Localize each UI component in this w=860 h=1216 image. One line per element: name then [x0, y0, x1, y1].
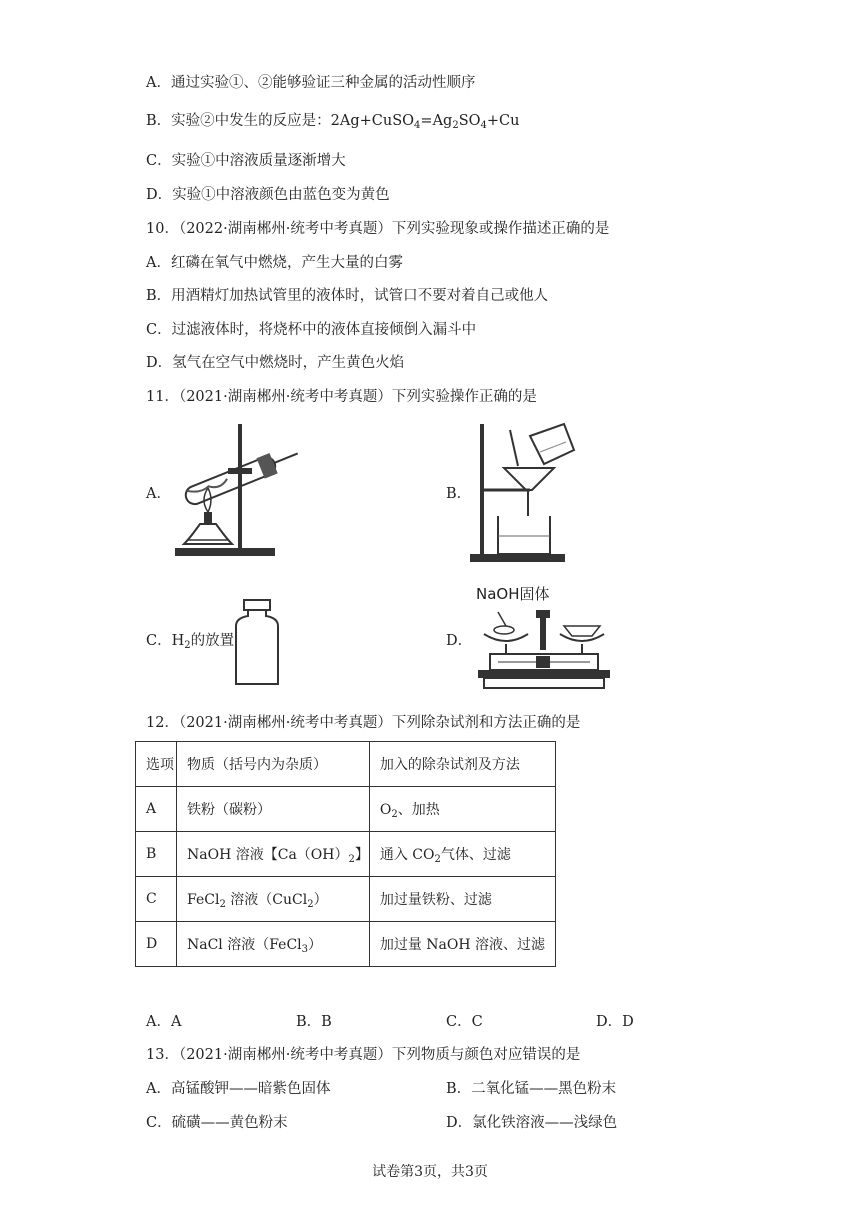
q12-answer-c: C．C: [446, 1014, 483, 1030]
q11-option-d-label: D．: [446, 633, 473, 649]
q12-table: [135, 741, 556, 967]
table-cell: B: [136, 832, 177, 877]
q10-stem: 10．（2022·湖南郴州·统考中考真题）下列实验现象或操作描述正确的是: [146, 221, 610, 237]
table-header-cell: 物质（括号内为杂质）: [177, 742, 370, 787]
table-cell: NaCl 溶液（FeCl$_3$）: [177, 922, 370, 967]
table-cell: D: [136, 922, 177, 967]
table-header-row: [136, 742, 556, 787]
table-header-cell: 加入的除杂试剂及方法: [369, 742, 555, 787]
table-cell: C: [136, 877, 177, 922]
table-header-cell: 选项: [136, 742, 177, 787]
q13-option-a: A．高锰酸钾——暗紫色固体: [146, 1081, 331, 1097]
table-row: [136, 922, 556, 967]
q12-answer-b: B．B: [296, 1014, 332, 1030]
q10-option-a: A．红磷在氧气中燃烧，产生大量的白雾: [146, 255, 403, 271]
q11-option-c-label: C．$H_2$的放置: [146, 633, 235, 651]
table-row: [136, 877, 556, 922]
balance-scale-illustration: [476, 604, 612, 694]
table-cell: 加过量铁粉、过滤: [369, 877, 555, 922]
table-cell: 通入 $CO_2$气体、过滤: [369, 832, 555, 877]
q9-option-d: D．实验①中溶液颜色由蓝色变为黄色: [146, 187, 390, 203]
table-cell: 加过量 NaOH 溶液、过滤: [369, 922, 555, 967]
q10-option-d: D．氢气在空气中燃烧时，产生黄色火焰: [146, 355, 405, 371]
q13-stem: 13．（2021·湖南郴州·统考中考真题）下列物质与颜色对应错误的是: [146, 1047, 581, 1063]
filtration-illustration: [470, 420, 580, 564]
q9-option-c: C．实验①中溶液质量逐渐增大: [146, 153, 346, 169]
gas-bottle-illustration: [232, 598, 282, 686]
q12-answer-a: A．A: [146, 1014, 182, 1030]
naoh-solid-label: NaOH固体: [476, 585, 550, 603]
q13-option-d: D．氯化铁溶液——浅绿色: [446, 1115, 618, 1131]
q13-option-c: C．硫磺——黄色粉末: [146, 1115, 288, 1131]
q10-option-b: B．用酒精灯加热试管里的液体时，试管口不要对着自己或他人: [146, 288, 549, 304]
q12-stem: 12．（2021·湖南郴州·统考中考真题）下列除杂试剂和方法正确的是: [146, 715, 581, 731]
table-cell: 铁粉（碳粉）: [177, 787, 370, 832]
q9-option-a: A．通过实验①、②能够验证三种金属的活动性顺序: [146, 75, 476, 91]
table-row: [136, 832, 556, 877]
page-footer: 试卷第3页，共3页: [372, 1164, 488, 1180]
q10-option-c: C．过滤液体时，将烧杯中的液体直接倾倒入漏斗中: [146, 322, 477, 338]
q11-stem: 11．（2021·湖南郴州·统考中考真题）下列实验操作正确的是: [146, 389, 537, 405]
q9-option-b: B．实验②中发生的反应是：$2Ag+CuSO_4=Ag_2SO_4+Cu$: [146, 113, 520, 131]
table-cell: $O_2$、加热: [369, 787, 555, 832]
q12-answer-d: D．D: [596, 1014, 634, 1030]
heating-test-tube-illustration: [170, 420, 310, 558]
q11-option-b-label: B．: [446, 486, 472, 502]
table-row: [136, 787, 556, 832]
table-cell: NaOH 溶液【$Ca(OH)_2$】: [177, 832, 370, 877]
q11-option-a-label: A．: [146, 486, 171, 502]
table-cell: FeCl$_2$ 溶液（CuCl$_2$）: [177, 877, 370, 922]
q13-option-b: B．二氧化锰——黑色粉末: [446, 1081, 617, 1097]
table-cell: A: [136, 787, 177, 832]
